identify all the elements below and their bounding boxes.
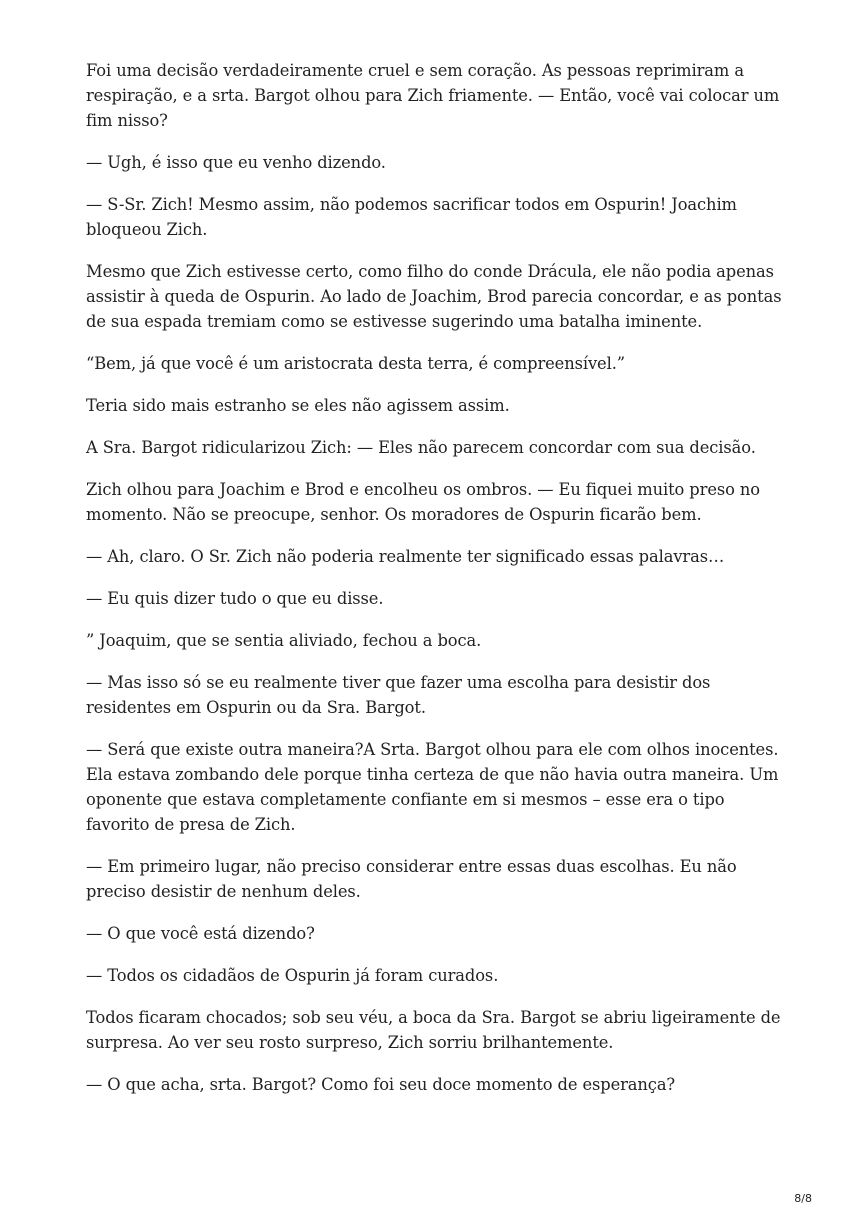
paragraph-3: — S-Sr. Zich! Mesmo assim, não podemos sacrificar todos em Ospurin! Joachim bloqueou Zich.	[86, 195, 737, 239]
paragraph-12: — Mas isso só se eu realmente tiver que fazer uma escolha para desistir dos residentes em Ospurin ou da Sra. Bargot.	[86, 673, 711, 717]
paragraph-2: — Ugh, é isso que eu venho dizendo.	[86, 153, 386, 172]
paragraph-15: — O que você está dizendo?	[86, 924, 315, 943]
paragraph-10: — Eu quis dizer tudo o que eu disse.	[86, 589, 384, 608]
document-body	[86, 58, 786, 1114]
paragraph-1: Foi uma decisão verdadeiramente cruel e sem coração. As pessoas reprimiram a respiração, e a srta. Bargot olhou para Zich friamente. — Então, você vai colocar um fim nisso?	[86, 61, 780, 130]
paragraph-16: — Todos os cidadãos de Ospurin já foram curados.	[86, 966, 499, 985]
page-number: 8/8	[794, 1192, 812, 1205]
paragraph-18: — O que acha, srta. Bargot? Como foi seu doce momento de esperança?	[86, 1075, 676, 1094]
paragraph-7: A Sra. Bargot ridicularizou Zich: — Eles não parecem concordar com sua decisão.	[86, 438, 756, 457]
paragraph-11: ” Joaquim, que se sentia aliviado, fechou a boca.	[86, 631, 482, 650]
paragraph-17: Todos ficaram chocados; sob seu véu, a boca da Sra. Bargot se abriu ligeiramente de surpresa. Ao ver seu rosto surpreso, Zich sorriu brilhantemente.	[86, 1008, 781, 1052]
paragraph-4: Mesmo que Zich estivesse certo, como filho do conde Drácula, ele não podia apenas assistir à queda de Ospurin. Ao lado de Joachim, Brod parecia concordar, e as pontas de sua espada tremiam como se estivesse sugerindo uma batalha iminente.	[86, 262, 782, 331]
paragraph-6: Teria sido mais estranho se eles não agissem assim.	[86, 396, 510, 415]
paragraph-13: — Será que existe outra maneira?A Srta. Bargot olhou para ele com olhos inocentes. Ela estava zombando dele porque tinha certeza de que não havia outra maneira. Um oponente que estava completamente confiante em si mesmos – esse era o tipo favorito de presa de Zich.	[86, 740, 779, 834]
paragraph-5: “Bem, já que você é um aristocrata desta terra, é compreensível.”	[86, 354, 626, 373]
paragraph-14: — Em primeiro lugar, não preciso considerar entre essas duas escolhas. Eu não preciso desistir de nenhum deles.	[86, 857, 737, 901]
paragraph-9: — Ah, claro. O Sr. Zich não poderia realmente ter significado essas palavras…	[86, 547, 725, 566]
paragraph-8: Zich olhou para Joachim e Brod e encolheu os ombros. — Eu fiquei muito preso no momento. Não se preocupe, senhor. Os moradores de Ospurin ficarão bem.	[86, 480, 760, 524]
